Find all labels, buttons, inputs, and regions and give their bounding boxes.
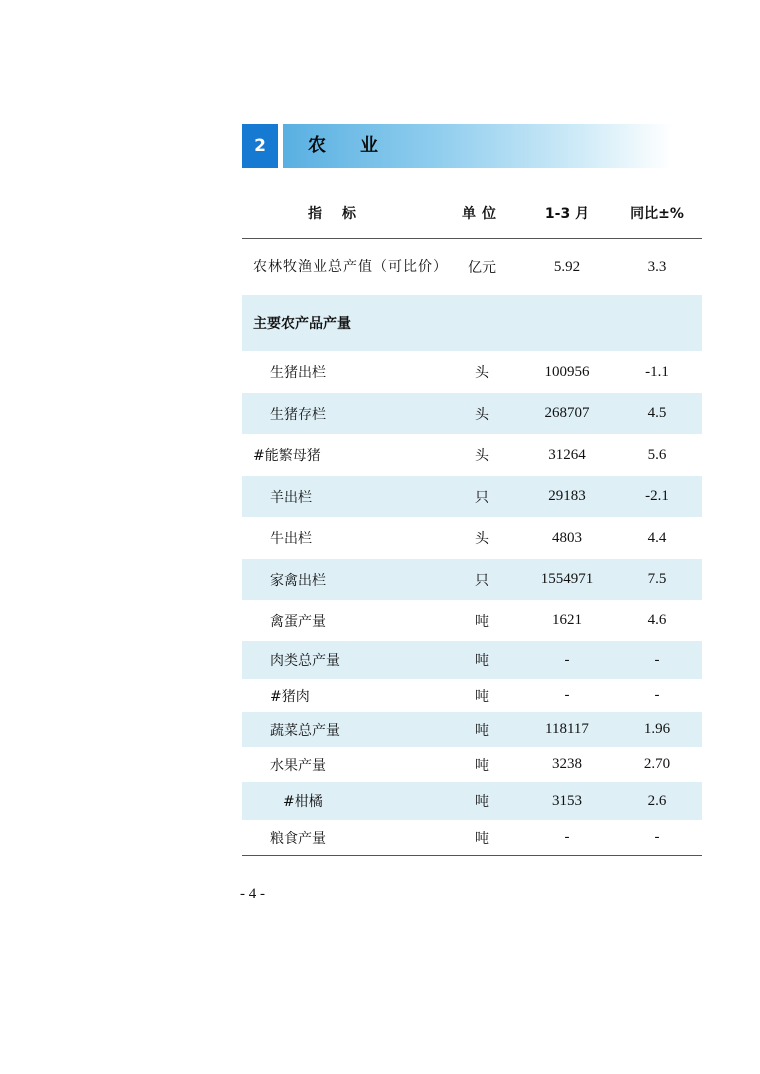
table-row [242,239,702,295]
row-yoy: 3.3 [647,258,667,275]
row-yoy: 5.6 [647,446,667,463]
table-section-row [242,295,702,351]
banner-divider [278,124,283,168]
row-value: 118117 [545,721,589,737]
table-header [242,188,702,239]
row-yoy: 2.6 [647,792,667,809]
section-number: 2 [242,124,278,168]
section-banner [242,124,672,168]
row-unit: 吨 [475,722,489,739]
row-value: 1621 [552,612,582,628]
row-value: 3238 [552,756,582,772]
row-unit: 头 [475,531,489,547]
row-unit: 头 [475,448,489,464]
row-name: #能繁母猪 [253,448,321,464]
row-name: 主要农产品产量 [253,316,351,332]
row-value: - [564,651,570,668]
row-value: - [564,687,570,703]
row-name: 蔬菜总产量 [270,722,340,739]
header-unit: 单位 [462,206,502,222]
table-row [242,820,702,855]
table-row [242,641,702,679]
table-row [242,476,702,517]
header-indicator: 指标 [308,206,376,222]
statistics-table [242,188,702,856]
row-value: 3153 [552,792,582,809]
row-name: 生猪存栏 [270,406,326,423]
row-unit: 头 [475,365,489,381]
row-yoy: 2.70 [643,756,671,772]
header-period: 1-3 月 [544,206,590,222]
row-yoy: - [654,687,660,703]
row-yoy: 4.4 [647,529,667,546]
row-name: 生猪出栏 [270,365,326,381]
row-yoy: -1.1 [645,363,669,380]
row-unit: 只 [475,489,489,506]
row-value: - [564,829,570,845]
page-number: - 4 - [240,886,265,902]
row-value: 268707 [544,405,590,421]
row-unit: 吨 [475,794,489,810]
row-yoy: - [654,829,660,845]
row-unit: 吨 [475,757,489,774]
row-yoy: 4.5 [647,405,667,421]
row-name: 禽蛋产量 [270,613,326,630]
row-unit: 吨 [475,688,489,705]
row-name: 农林牧渔业总产值（可比价） [253,259,448,275]
row-unit: 吨 [475,653,489,669]
table-row [242,393,702,434]
row-value: 29183 [548,488,586,504]
table-row [242,782,702,820]
table-row [242,559,702,600]
table-row [242,517,702,559]
row-value: 4803 [552,529,582,546]
row-unit: 吨 [475,613,489,630]
row-value: 5.92 [553,258,581,275]
row-value: 1554971 [540,571,594,587]
row-unit: 头 [475,406,489,423]
row-value: 31264 [548,446,586,463]
table-bottom-rule [242,855,702,856]
header-yoy: 同比±% [630,206,684,222]
row-name: 羊出栏 [270,489,312,506]
row-unit: 只 [475,572,489,589]
row-name: #猪肉 [270,688,310,705]
section-title: 农业 [308,135,412,156]
row-yoy: 1.96 [643,721,671,737]
row-yoy: 4.6 [647,612,667,628]
row-name: #柑橘 [283,794,323,810]
table-row [242,747,702,782]
row-value: 100956 [544,363,590,380]
row-name: 粮食产量 [270,830,326,847]
table-row [242,600,702,641]
table-row [242,679,702,712]
table-row [242,434,702,476]
row-yoy: - [654,651,660,668]
table-row [242,712,702,747]
row-name: 肉类总产量 [270,653,340,669]
row-unit: 吨 [475,830,489,847]
row-yoy: -2.1 [645,488,669,504]
row-yoy: 7.5 [647,571,667,587]
row-name: 家禽出栏 [270,572,326,589]
row-unit: 亿元 [468,260,496,276]
table-row [242,351,702,393]
row-name: 水果产量 [270,757,326,774]
row-name: 牛出栏 [270,531,312,547]
